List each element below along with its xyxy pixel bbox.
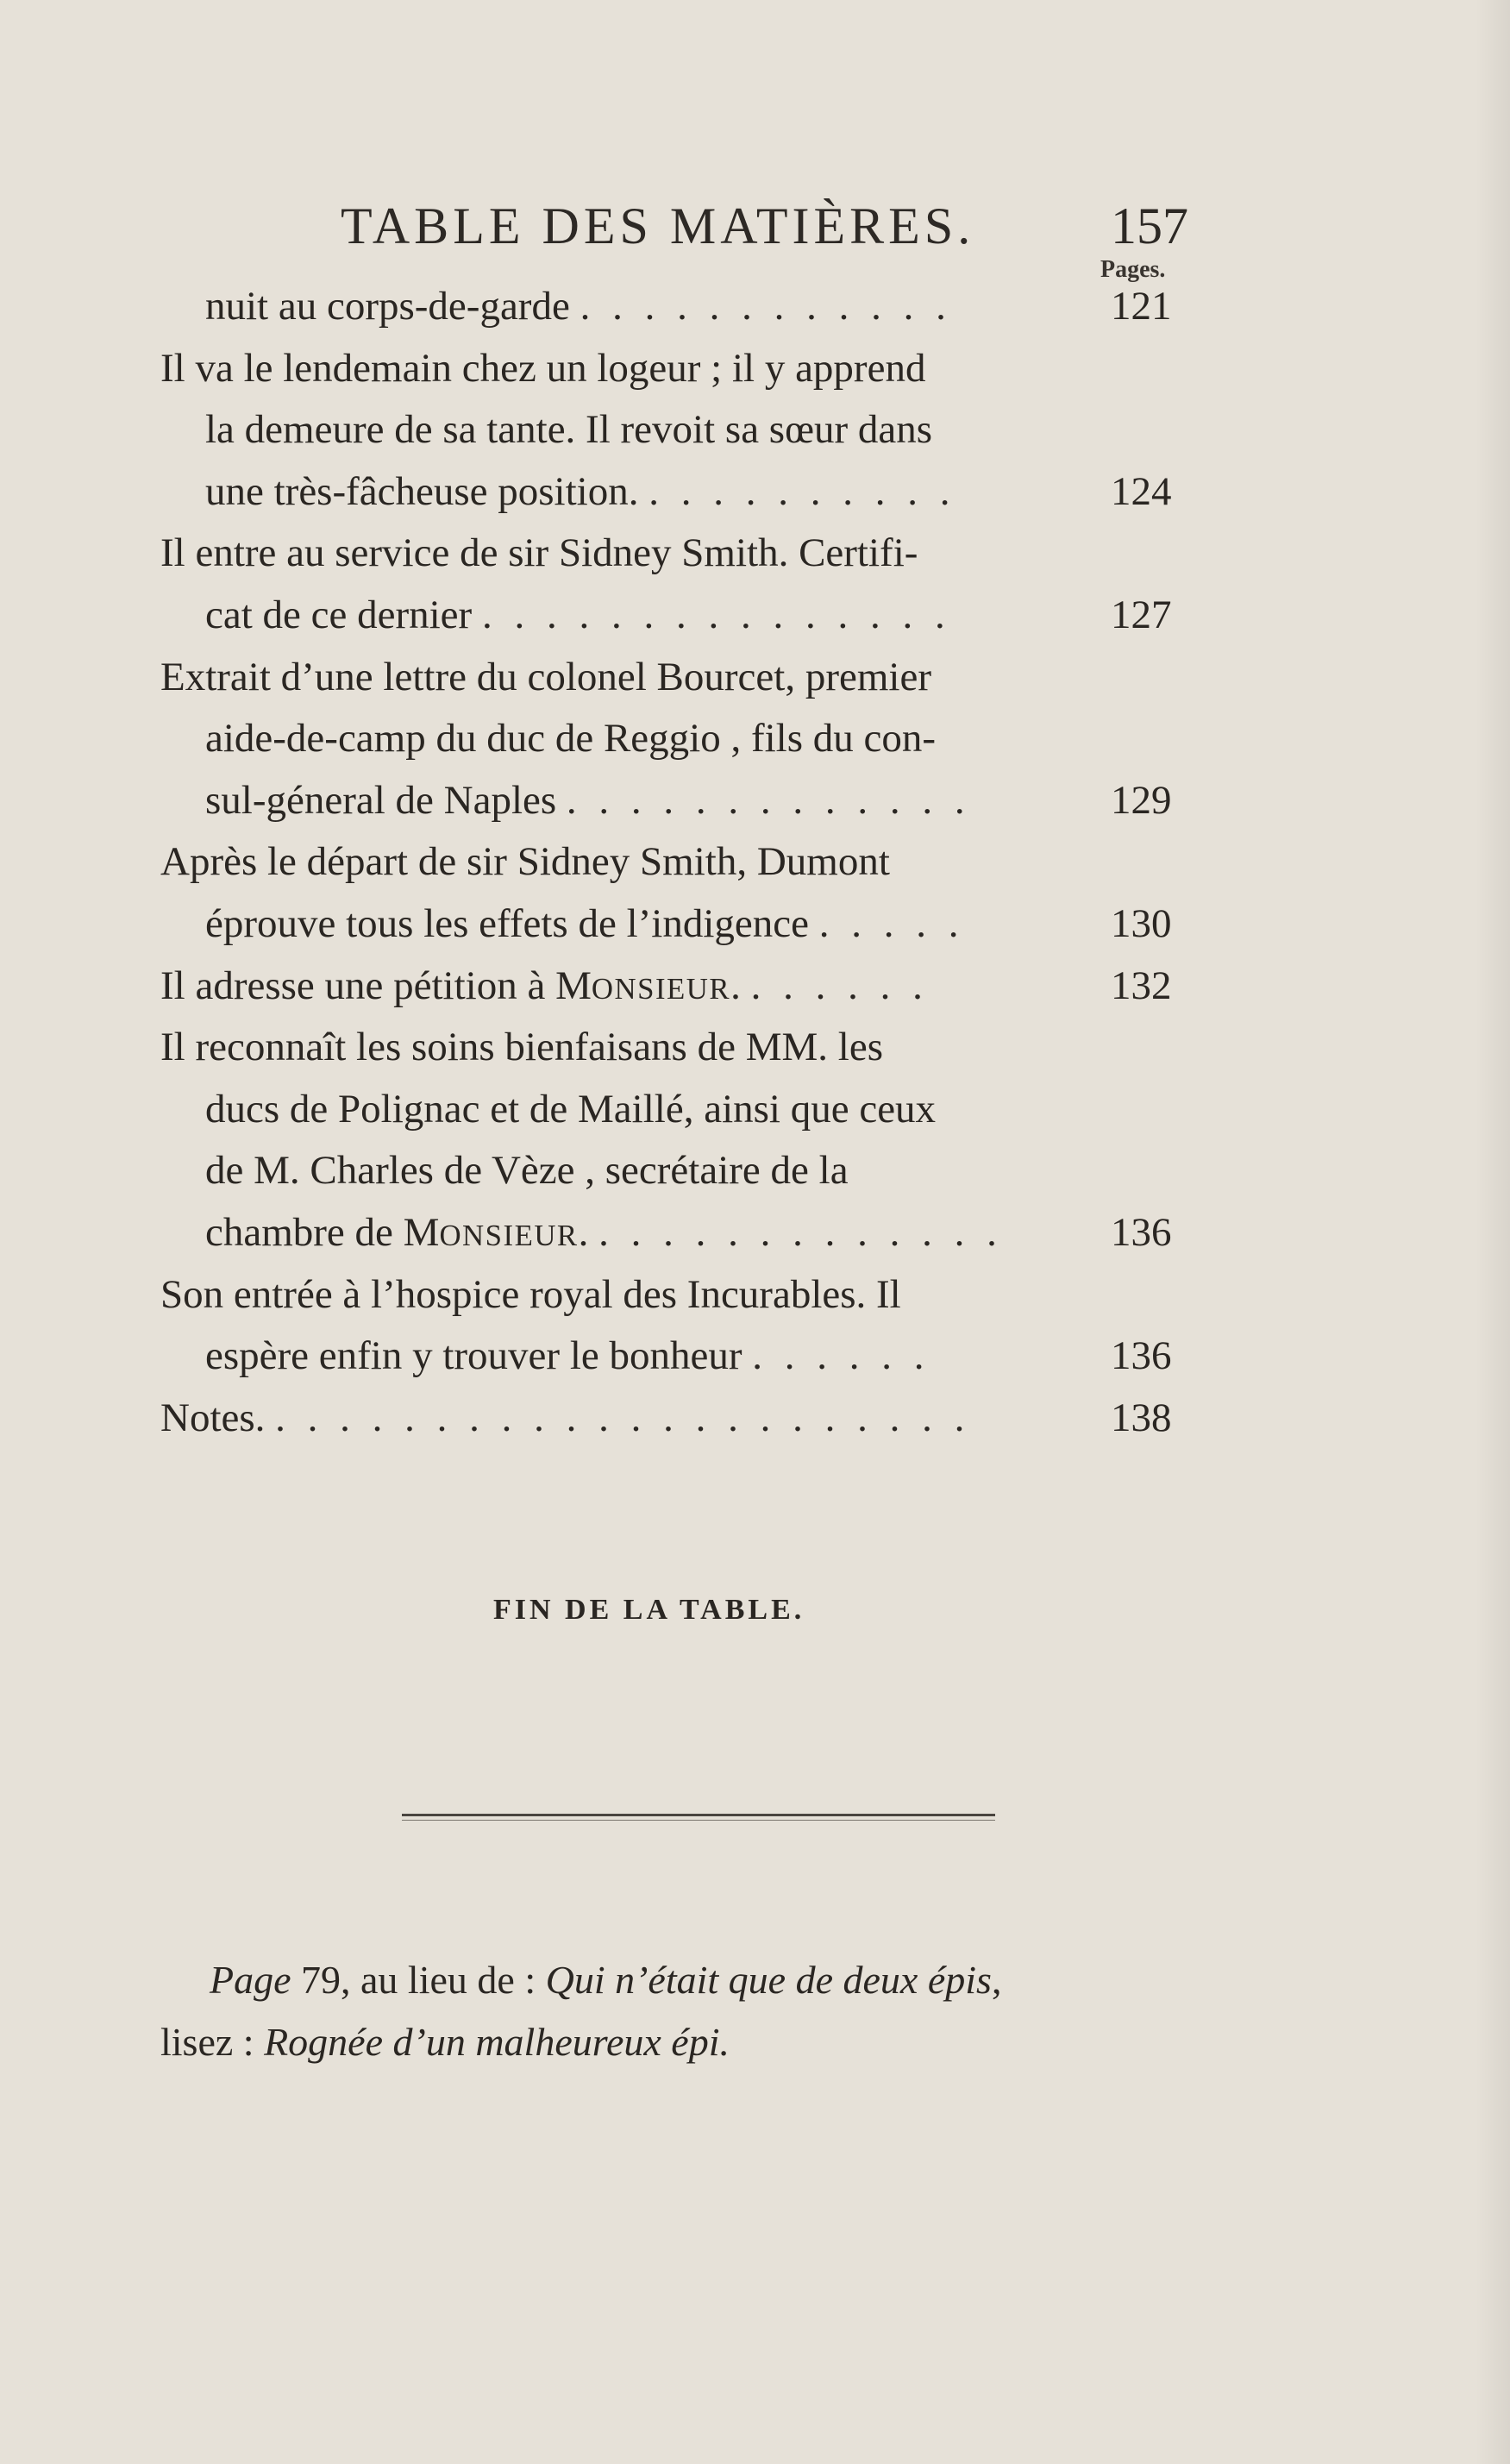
toc-line: Après le départ de sir Sidney Smith, Dumont <box>160 839 890 885</box>
divider-rule-thin <box>402 1820 995 1821</box>
errata-line-1: Page 79, au lieu de : Qui n’était que de deux épis, <box>210 1958 1002 2002</box>
toc-line: Notes. . . . . . . . . . . . . . . . . . . . . . . 138 <box>0 1388 1510 1450</box>
toc-line: éprouve tous les effets de l’indigence . . . . . 130 <box>0 893 1510 956</box>
toc-line: nuit au corps-de-garde . . . . . . . . . . . . 121 <box>0 276 1510 338</box>
toc-line: cat de ce dernier . . . . . . . . . . . . . . . 127 <box>0 585 1510 647</box>
toc-page-ref: 124 <box>1111 468 1172 514</box>
toc-line: Son entrée à l’hospice royal des Incurables. Il <box>160 1271 901 1317</box>
toc-line: espère enfin y trouver le bonheur . . . . . . 136 <box>0 1326 1510 1388</box>
book-page: TABLE DES MATIÈRES. 157 Pages. nuit au corps-de-garde . . . . . . . . . . . . 121 Il va le lendemain chez un logeur ; il y apprend la demeure de sa tante. Il revoit sa sœur dans une très-fâcheuse position. . . . . . . . . . . 124 Il entre au service de sir Sidney Smith. Certifi- cat de ce dernier . . . . . . . . . . . . . . . 127 Extrait d’une lettre du colonel Bourcet, premier aide-de-camp du duc de Reggio , fils du con- sul-géneral de Naples . . . . . . . . . . . . . 129 Après le départ de sir Sidney Smith, Dumont éprouve tous les effets de l’indigence . . . . . 130 Il adresse une pétition à MONSIEUR. . . . . . . 132 Il reconnaît les soins bienfaisans de MM. les ducs de Polignac et de Maillé, ainsi que ceux de M. Charles de Vèze , secrétaire de la chambre de MONSIEUR. . . . . . . . . . . . . . 136 Son entrée à l’hospice royal des Incurables. Il espère enfin y trouver le bonheur . . . . . . 136 Notes. . . . . . . . . . . . . . . . . . . . . . . 138 FIN DE LA TABLE. Page 79, au lieu de : Qui n’était que de deux épis, lisez : Rognée d’un malheureux épi. <box>0 0 1510 2464</box>
toc-line: Il entre au service de sir Sidney Smith. Certifi- <box>160 530 918 576</box>
page-number: 157 <box>1111 197 1188 254</box>
toc-page-ref: 129 <box>1111 777 1172 823</box>
toc-line: de M. Charles de Vèze , secrétaire de la <box>205 1148 849 1194</box>
toc-line: sul-géneral de Naples . . . . . . . . . . . . . 129 <box>0 770 1510 832</box>
errata-line-2: lisez : Rognée d’un malheureux épi. <box>160 2020 730 2064</box>
running-title: TABLE DES MATIÈRES. <box>341 197 975 254</box>
toc-line: aide-de-camp du duc de Reggio , fils du con- <box>205 716 937 762</box>
toc-page-ref: 127 <box>1111 592 1172 637</box>
toc-page-ref: 132 <box>1111 962 1172 1008</box>
toc-line: Extrait d’une lettre du colonel Bourcet, premier <box>160 654 931 699</box>
toc-page-ref: 121 <box>1111 284 1172 329</box>
table-of-contents <box>0 276 1510 1449</box>
divider-rule <box>402 1814 995 1816</box>
toc-page-ref: 136 <box>1111 1209 1172 1255</box>
toc-line: Il adresse une pétition à MONSIEUR. . . . . . . 132 <box>0 956 1510 1018</box>
toc-page-ref: 138 <box>1111 1395 1172 1440</box>
toc-line: une très-fâcheuse position. . . . . . . . . . . 124 <box>0 461 1510 524</box>
toc-line: chambre de MONSIEUR. . . . . . . . . . . . . . 136 <box>0 1202 1510 1264</box>
toc-line: ducs de Polignac et de Maillé, ainsi que ceux <box>205 1086 937 1132</box>
toc-line: la demeure de sa tante. Il revoit sa sœur dans <box>205 407 933 453</box>
toc-line: Il reconnaît les soins bienfaisans de MM. les <box>160 1025 883 1070</box>
toc-page-ref: 130 <box>1111 900 1172 946</box>
toc-page-ref: 136 <box>1111 1333 1172 1379</box>
pages-column-label: Pages. <box>1100 256 1166 283</box>
toc-line: Il va le lendemain chez un logeur ; il y apprend <box>160 345 926 391</box>
